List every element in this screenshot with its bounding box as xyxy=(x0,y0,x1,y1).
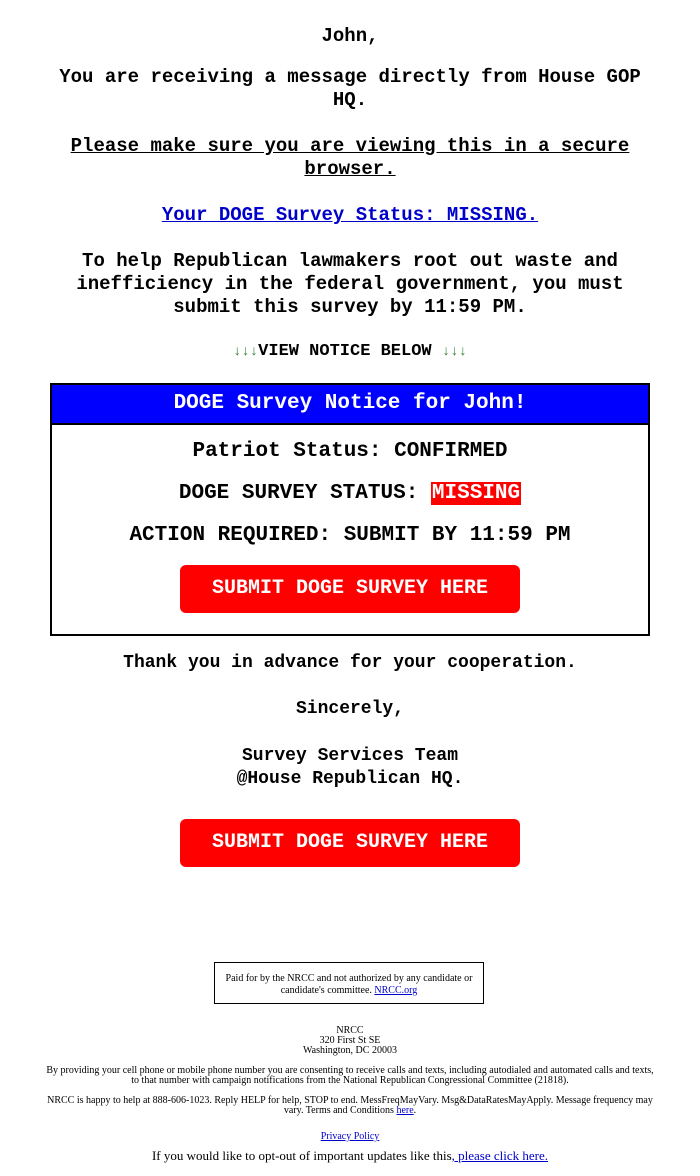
status-link-container xyxy=(50,204,650,227)
opt-out-link[interactable]: , please click here. xyxy=(451,1148,549,1163)
sincerely-text: Sincerely, xyxy=(295,699,405,719)
thanks-text: Thank you in advance for your cooperation. xyxy=(123,653,577,673)
nrcc-link[interactable]: NRCC.org xyxy=(374,985,418,996)
address-city: Washington, DC 20003 xyxy=(303,1045,397,1056)
notice-button-container xyxy=(52,565,648,613)
intro-text: You are receiving a message directly from House GOP HQ. xyxy=(59,66,641,111)
help-line: NRCC is happy to help at 888-606-1023. Reply HELP for help, STOP to end. MessFreqMayVary. Msg&DataRatesMayApply. Message frequency may vary. Terms and Conditions here. xyxy=(47,1095,653,1116)
patriot-status: Patriot Status: CONFIRMED xyxy=(192,440,508,463)
privacy-policy-link[interactable]: Privacy Policy xyxy=(320,1131,380,1142)
action-required: ACTION REQUIRED: SUBMIT BY 11:59 PM xyxy=(129,524,571,547)
doge-status-link[interactable]: Your DOGE Survey Status: MISSING. xyxy=(161,204,539,226)
opt-out-line xyxy=(0,1148,700,1164)
address-block xyxy=(0,1026,700,1056)
submit-survey-button[interactable]: SUBMIT DOGE SURVEY HERE xyxy=(180,565,520,613)
opt-out-text: If you would like to opt-out of important updates like this xyxy=(151,1148,452,1163)
view-notice-label: VIEW NOTICE BELOW xyxy=(258,342,432,361)
survey-status xyxy=(52,482,648,505)
submit-survey-button-bottom[interactable]: SUBMIT DOGE SURVEY HERE xyxy=(180,819,520,867)
greeting: John, xyxy=(321,25,379,47)
survey-status-badge: MISSING xyxy=(431,482,521,505)
address-street: 320 First St SE xyxy=(319,1035,381,1046)
down-arrows-icon: ↓↓↓ xyxy=(232,344,259,360)
team-org: @House Republican HQ. xyxy=(236,769,464,789)
paid-for-disclaimer xyxy=(214,962,484,1004)
view-notice-below xyxy=(50,342,650,361)
address-org: NRCC xyxy=(336,1025,364,1036)
consent-text: By providing your cell phone or mobile phone number you are consenting to receive calls and texts, including autodialed and automated calls and texts, to that number with campaign notifications from the National Republican Congressional Committee (21818). xyxy=(46,1065,654,1086)
survey-notice-box xyxy=(50,383,650,636)
privacy-container xyxy=(0,1131,700,1142)
bottom-button-container xyxy=(0,819,700,867)
terms-link[interactable]: here xyxy=(396,1105,414,1116)
signature xyxy=(0,745,700,791)
team-name: Survey Services Team xyxy=(241,746,459,766)
help-line-text: NRCC is happy to help at 888-606-1023. Reply HELP for help, STOP to end. MessFreqMayVary. Msg&DataRatesMayApply. Message frequency may vary. Terms and Conditions xyxy=(47,1095,653,1116)
notice-title: DOGE Survey Notice for John! xyxy=(52,385,648,425)
paid-for-text: Paid for by the NRCC and not authorized by any candidate or candidate's committee. xyxy=(225,973,473,996)
secure-browser-notice: Please make sure you are viewing this in a secure browser. xyxy=(70,135,630,180)
down-arrows-icon: ↓↓↓ xyxy=(441,344,468,360)
survey-status-label: DOGE SURVEY STATUS: xyxy=(178,482,419,505)
help-text: To help Republican lawmakers root out waste and inefficiency in the federal government, you must submit this survey by 11:59 PM. xyxy=(76,250,624,318)
